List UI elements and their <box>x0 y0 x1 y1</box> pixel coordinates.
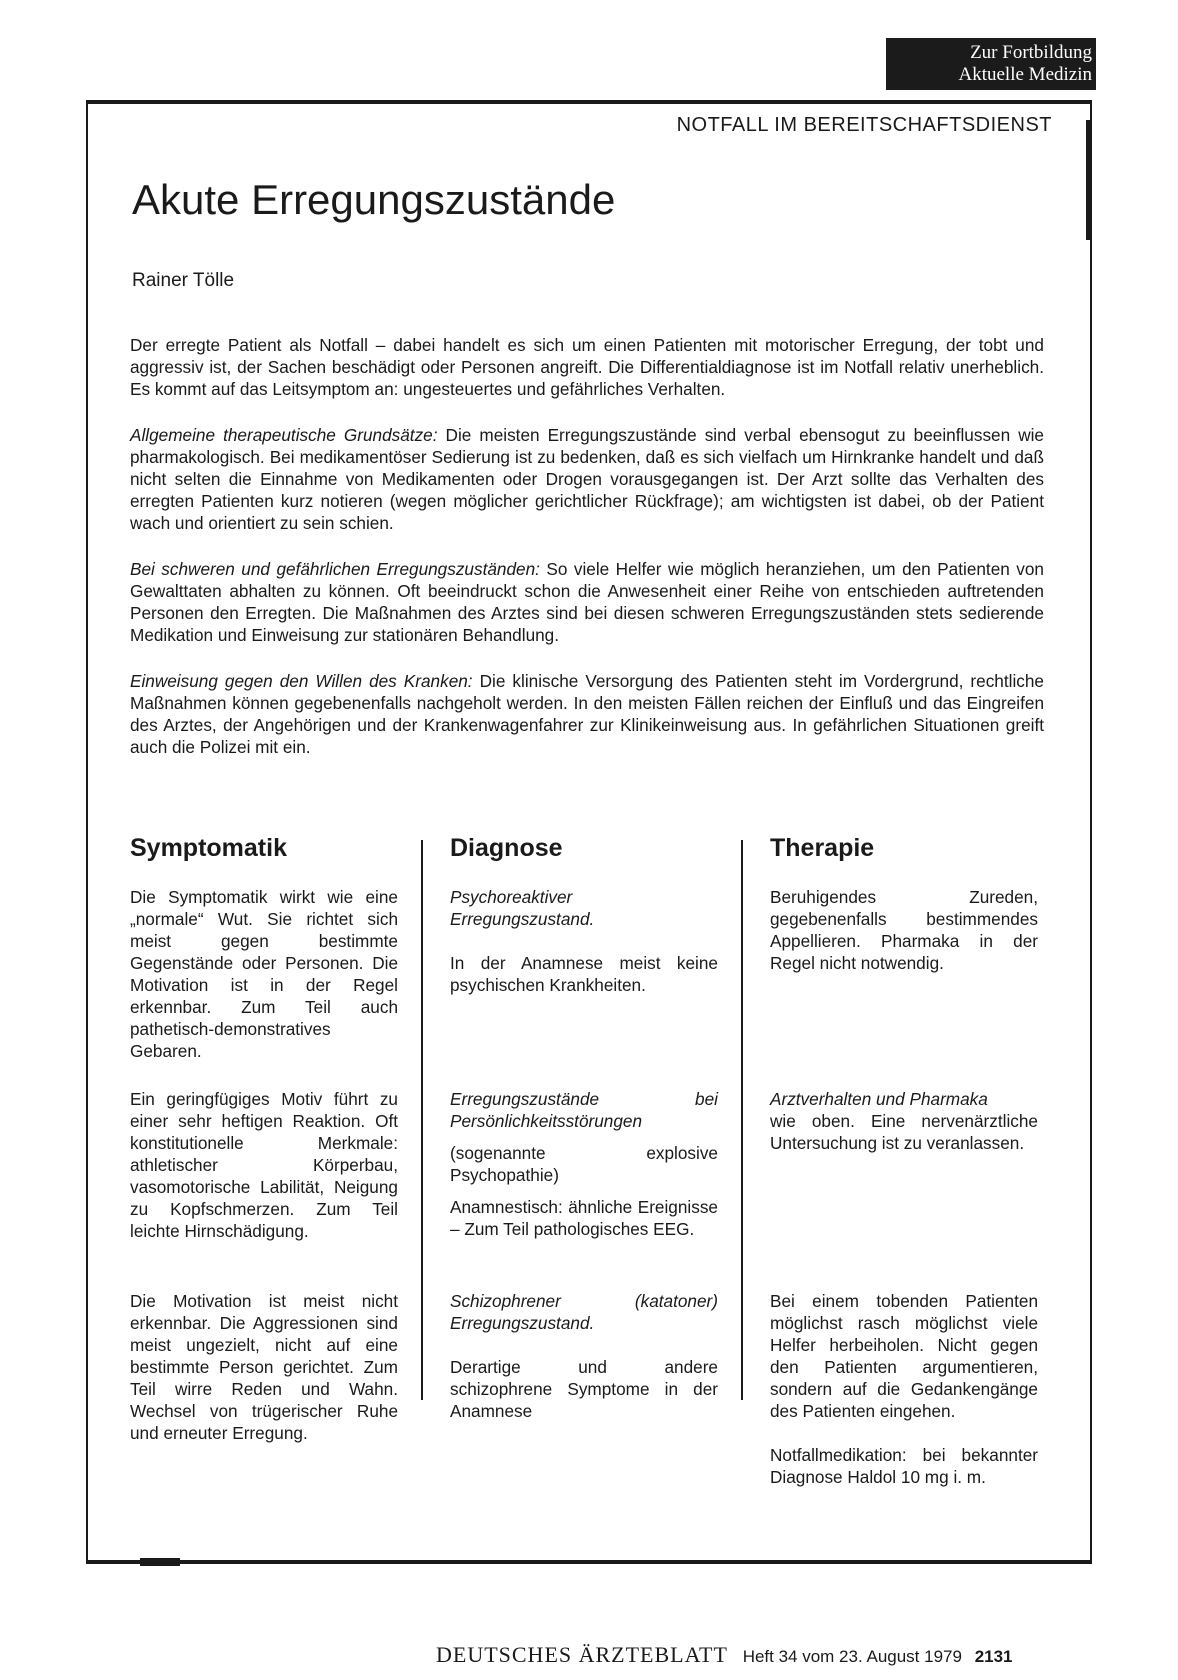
intro-paragraph-1 <box>130 334 1044 400</box>
section-tag-line2: Aktuelle Medizin <box>958 64 1092 85</box>
magazine-name: DEUTSCHES ÄRZTEBLATT <box>436 1642 728 1667</box>
intro-p2-lead: Allgemeine therapeutische Grundsätze: <box>130 425 438 445</box>
therapie-block-3 <box>770 1290 1038 1488</box>
diagnose-b2-gap-1 <box>450 1132 718 1142</box>
therapie-b3-text: Bei einem tobenden Patienten möglichst rasch möglichst viele Helfer herbeiholen. Nicht gegen den Patienten argumentieren, sondern auf die Gedankengänge des Patienten eingehen. <box>770 1291 1038 1421</box>
column-symptomatik <box>130 832 400 894</box>
diagnose-block-1 <box>450 886 718 996</box>
therapie-block-2 <box>770 1088 1038 1154</box>
intro-p4-text: Die klinische Versorgung des Patienten steht im Vordergrund, rechtliche Maßnahmen können gegebenenfalls nachgeholt werden. In den meisten Fällen reichen der Einfluß und das Eingreifen des Arztes, der Angehörigen und der Krankenwagenfahrer zur Klinikeinweisung aus. In gefährlichen Situationen greift auch die Polizei mit ein. <box>130 671 1044 757</box>
symptomatik-block-2: Ein geringfügiges Motiv führt zu einer sehr heftigen Reaktion. Oft konstitutionelle Merkmale: athletischer Körperbau, vasomotorische Labilität, Neigung zu Kopfschmerzen. Zum Teil leichte Hirnschädigung. <box>130 1089 398 1241</box>
diagnose-b3-gap <box>450 1334 718 1356</box>
intro-paragraph-2 <box>130 424 1044 534</box>
intro-p2-text: Die meisten Erregungszustände sind verbal ebensogut zu beeinflussen wie pharmakologisch. Bei medikamentöser Sedierung ist zu bedenken, daß es sich vielfach um Hirnkranke handelt und daß nicht selten die Einnahme von Medikamenten oder Drogen vorausgegangen ist. Der Arzt sollte das Verhalten des erregten Patienten kurz notieren (wegen möglicher gerichtlicher Rückfrage); am wichtigsten ist dabei, ob der Patient wach und orientiert zu sein schien. <box>130 425 1044 533</box>
intro-p1-text: Der erregte Patient als Notfall – dabei handelt es sich um einen Patienten mit motorischer Erregung, der tobt und aggressiv ist, der Sachen beschädigt oder Personen angreift. Die Differentialdiagnose ist im Notfall relativ unerheblich. Es kommt auf das Leitsymptom an: ungesteuertes und gefährliches Verhalten. <box>130 335 1044 399</box>
diagnose-block-3 <box>450 1290 718 1422</box>
diagnose-b1-gap <box>450 930 718 952</box>
intro-p3-text: So viele Helfer wie möglich heranziehen, um den Patienten von Gewalttaten abhalten zu können. Oft beeindruckt schon die Anwesenheit einer Reihe von entschieden auftretenden Personen den Erregten. Die Maßnahmen des Arztes sind bei diesen schweren Erregungszuständen stets sedierende Medikation und Einweisung zur stationären Behandlung. <box>130 559 1044 645</box>
symptomatik-block-3: Die Motivation ist meist nicht erkennbar. Die Aggressionen sind meist ungezielt, nicht auf eine bestimmte Person gerichtet. Zum Teil wirre Reden und Wahn. Wechsel von trügerischer Ruhe und erneuter Erregung. <box>130 1291 398 1443</box>
diagnose-b1-text: In der Anamnese meist keine psychischen Krankheiten. <box>450 953 718 995</box>
heading-therapie: Therapie <box>770 834 875 862</box>
diagnose-b2-gap-2 <box>450 1186 718 1196</box>
column-divider-1 <box>421 840 423 1400</box>
therapie-b3-gap <box>770 1422 1038 1444</box>
intro-p4-lead: Einweisung gegen den Willen des Kranken: <box>130 671 473 691</box>
page-number: 2131 <box>974 1647 1013 1666</box>
section-tag-line1: Zur Fortbildung <box>970 42 1092 63</box>
heading-diagnose: Diagnose <box>450 834 563 862</box>
column-divider-2 <box>741 840 743 1400</box>
intro-paragraph-3 <box>130 558 1044 646</box>
therapie-b2-lead: Arztverhalten und Pharmaka <box>770 1089 988 1109</box>
diagnose-b3-text: Derartige und andere schizophrene Symptome in der Anamnese <box>450 1357 718 1421</box>
article-title: Akute Erregungszustände <box>132 176 616 223</box>
diagnose-b3-lead: Schizophrener (katatoner) Erregungszustand. <box>450 1291 718 1333</box>
column-diagnose <box>450 832 720 894</box>
therapie-b3-medication: Notfallmedikation: bei bekannter Diagnose Haldol 10 mg i. m. <box>770 1445 1038 1487</box>
intro-p3-lead: Bei schweren und gefährlichen Erregungszuständen: <box>130 559 540 579</box>
issue-info: Heft 34 vom 23. August 1979 <box>742 1647 962 1666</box>
heading-symptomatik: Symptomatik <box>130 834 287 862</box>
diagnose-b1-lead: Psychoreaktiver Erregungszustand. <box>450 887 595 929</box>
diagnose-b2-text-b: Anamnestisch: ähnliche Ereignisse – Zum Teil pathologisches EEG. <box>450 1197 718 1239</box>
symptomatik-block-1: Die Symptomatik wirkt wie eine „normale“ Wut. Sie richtet sich meist gegen bestimmte Gegenstände oder Personen. Die Motivation ist in der Regel erkennbar. Zum Teil auch pathetisch-demonstratives Gebaren. <box>130 887 398 1061</box>
diagnose-block-2 <box>450 1088 718 1240</box>
column-therapie <box>770 832 1040 894</box>
section-tag <box>886 38 1096 90</box>
frame-mark-bottom <box>140 1558 180 1566</box>
frame-mark-right <box>1086 120 1092 240</box>
intro-paragraph-4 <box>130 670 1044 758</box>
therapie-block-1: Beruhigendes Zureden, gegebenenfalls bestimmendes Appellieren. Pharmaka in der Regel nicht notwendig. <box>770 887 1038 973</box>
intro-text <box>130 334 1044 782</box>
diagnose-b2-text-a: (sogenannte explosive Psychopathie) <box>450 1143 718 1185</box>
diagnose-b2-lead: Erregungszustände bei Persönlichkeitsstörungen <box>450 1089 718 1131</box>
therapie-b2-text: wie oben. Eine nervenärztliche Untersuchung ist zu veranlassen. <box>770 1111 1038 1153</box>
page-footer <box>436 1642 1013 1668</box>
author: Rainer Tölle <box>132 270 235 291</box>
kicker: NOTFALL IM BEREITSCHAFTSDIENST <box>676 114 1052 136</box>
